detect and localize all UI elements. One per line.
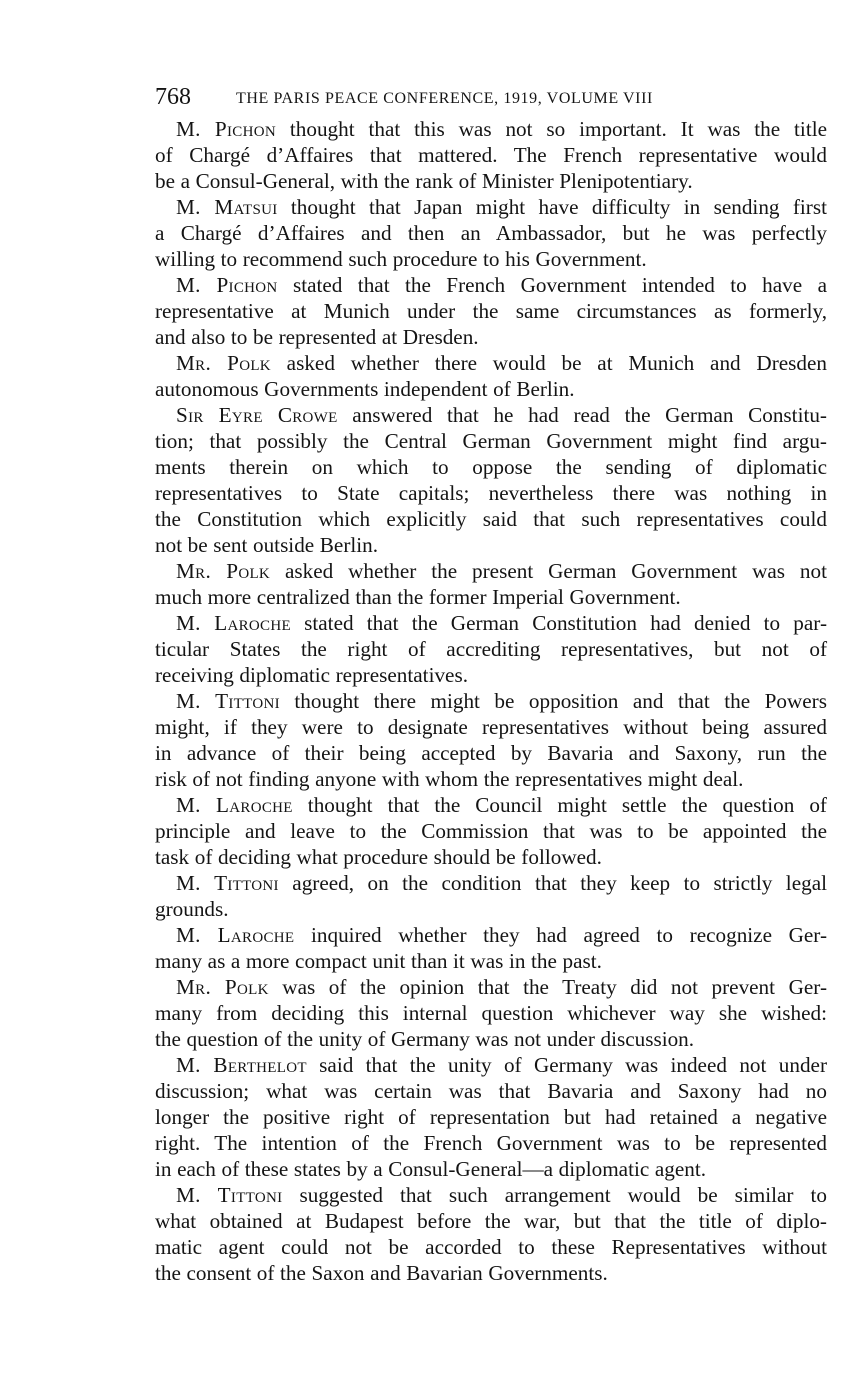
speaker-name: M. Laroche bbox=[176, 611, 291, 635]
text-line: be a Consul-General, with the rank of Minister Plenipotentiary. bbox=[155, 169, 693, 193]
text-line: not be sent outside Berlin. bbox=[155, 533, 379, 557]
speaker-name: Mr. Polk bbox=[176, 559, 271, 583]
text-line: receiving diplomatic representatives. bbox=[155, 663, 468, 687]
text-line: autonomous Governments independent of Berlin. bbox=[155, 377, 575, 401]
speaker-remark: thought that this was not so important. It was the title bbox=[276, 117, 827, 141]
minutes-paragraph bbox=[155, 688, 827, 792]
minutes-paragraph bbox=[155, 870, 827, 922]
text-line: might, if they were to designate representatives without being assured bbox=[155, 715, 827, 739]
minutes-paragraph bbox=[155, 1052, 827, 1182]
speaker-name: M. Tittoni bbox=[176, 871, 279, 895]
text-line: tion; that possibly the Central German Government might find argu- bbox=[155, 429, 827, 453]
text-line bbox=[155, 272, 827, 298]
text-line: in each of these states by a Consul-General—a diplomatic agent. bbox=[155, 1157, 707, 1181]
speaker-name: M. Laroche bbox=[176, 793, 293, 817]
minutes-paragraph bbox=[155, 402, 827, 558]
text-line: grounds. bbox=[155, 897, 229, 921]
text-line bbox=[155, 922, 827, 948]
speaker-remark: thought there might be opposition and that the Powers bbox=[279, 689, 827, 713]
text-line: longer the positive right of representation but had retained a negative bbox=[155, 1105, 827, 1129]
text-line: many from deciding this internal question whichever way she wished: bbox=[155, 1001, 827, 1025]
speaker-name: M. Tittoni bbox=[176, 1183, 283, 1207]
text-line: of Chargé d’Affaires that mattered. The French representative would bbox=[155, 143, 827, 167]
text-line bbox=[155, 116, 827, 142]
speaker-name: M. Matsui bbox=[176, 195, 278, 219]
text-line bbox=[155, 974, 827, 1000]
text-line: matic agent could not be accorded to these Representatives without bbox=[155, 1235, 827, 1259]
text-line bbox=[155, 194, 827, 220]
minutes-paragraph bbox=[155, 1182, 827, 1286]
speaker-remark: suggested that such arrangement would be similar to bbox=[282, 1183, 827, 1207]
speaker-name: M. Pichon bbox=[176, 117, 276, 141]
text-line: the consent of the Saxon and Bavarian Governments. bbox=[155, 1261, 608, 1285]
text-line bbox=[155, 558, 827, 584]
speaker-name: Mr. Polk bbox=[176, 351, 271, 375]
text-line bbox=[155, 402, 827, 428]
text-line: what obtained at Budapest before the war, but that the title of diplo- bbox=[155, 1209, 827, 1233]
text-line: representatives to State capitals; nevertheless there was nothing in bbox=[155, 481, 827, 505]
speaker-remark: inquired whether they had agreed to recognize Ger- bbox=[294, 923, 827, 947]
speaker-remark: said that the unity of Germany was indeed not under bbox=[306, 1053, 827, 1077]
minutes-paragraph bbox=[155, 610, 827, 688]
body-text bbox=[155, 116, 827, 1286]
text-line: many as a more compact unit than it was in the past. bbox=[155, 949, 602, 973]
text-line: principle and leave to the Commission that was to be appointed the bbox=[155, 819, 827, 843]
speaker-remark: thought that the Council might settle the question of bbox=[292, 793, 827, 817]
speaker-remark: was of the opinion that the Treaty did not prevent Ger- bbox=[268, 975, 827, 999]
minutes-paragraph bbox=[155, 974, 827, 1052]
minutes-paragraph bbox=[155, 194, 827, 272]
minutes-paragraph bbox=[155, 558, 827, 610]
speaker-remark: agreed, on the condition that they keep to strictly legal bbox=[278, 871, 827, 895]
text-line: willing to recommend such procedure to his Government. bbox=[155, 247, 647, 271]
text-line: in advance of their being accepted by Bavaria and Saxony, run the bbox=[155, 741, 827, 765]
speaker-remark: asked whether the present German Government was not bbox=[270, 559, 827, 583]
text-line: task of deciding what procedure should be followed. bbox=[155, 845, 602, 869]
speaker-remark: answered that he had read the German Constitu- bbox=[337, 403, 827, 427]
speaker-remark: stated that the French Government intended to have a bbox=[277, 273, 827, 297]
running-head-title: THE PARIS PEACE CONFERENCE, 1919, VOLUME VIII bbox=[236, 90, 653, 107]
speaker-name: Mr. Polk bbox=[176, 975, 269, 999]
speaker-name: Sir Eyre Crowe bbox=[176, 403, 338, 427]
document-page bbox=[155, 82, 827, 1286]
minutes-paragraph bbox=[155, 272, 827, 350]
text-line bbox=[155, 1052, 827, 1078]
text-line: risk of not finding anyone with whom the representatives might deal. bbox=[155, 767, 744, 791]
text-line: much more centralized than the former Imperial Government. bbox=[155, 585, 681, 609]
text-line: the question of the unity of Germany was not under discussion. bbox=[155, 1027, 695, 1051]
text-line bbox=[155, 792, 827, 818]
text-line: a Chargé d’Affaires and then an Ambassador, but he was perfectly bbox=[155, 221, 827, 245]
minutes-paragraph bbox=[155, 792, 827, 870]
speaker-name: M. Pichon bbox=[176, 273, 278, 297]
text-line bbox=[155, 688, 827, 714]
speaker-name: M. Berthelot bbox=[176, 1053, 307, 1077]
text-line: discussion; what was certain was that Bavaria and Saxony had no bbox=[155, 1079, 827, 1103]
text-line bbox=[155, 870, 827, 896]
text-line bbox=[155, 350, 827, 376]
text-line: ticular States the right of accrediting representatives, but not of bbox=[155, 637, 827, 661]
speaker-remark: asked whether there would be at Munich and Dresden bbox=[270, 351, 827, 375]
text-line: right. The intention of the French Government was to be represented bbox=[155, 1131, 827, 1155]
speaker-name: M. Laroche bbox=[176, 923, 295, 947]
speaker-remark: thought that Japan might have difficulty in sending first bbox=[277, 195, 827, 219]
text-line: and also to be represented at Dresden. bbox=[155, 325, 479, 349]
text-line bbox=[155, 1182, 827, 1208]
speaker-remark: stated that the German Constitution had denied to par- bbox=[290, 611, 827, 635]
text-line: the Constitution which explicitly said that such representatives could bbox=[155, 507, 827, 531]
speaker-name: M. Tittoni bbox=[176, 689, 280, 713]
text-line: representative at Munich under the same circumstances as formerly, bbox=[155, 299, 827, 323]
minutes-paragraph bbox=[155, 350, 827, 402]
text-line bbox=[155, 610, 827, 636]
page-number: 768 bbox=[155, 84, 191, 110]
running-head bbox=[155, 82, 827, 116]
minutes-paragraph bbox=[155, 116, 827, 194]
minutes-paragraph bbox=[155, 922, 827, 974]
text-line: ments therein on which to oppose the sending of diplomatic bbox=[155, 455, 827, 479]
